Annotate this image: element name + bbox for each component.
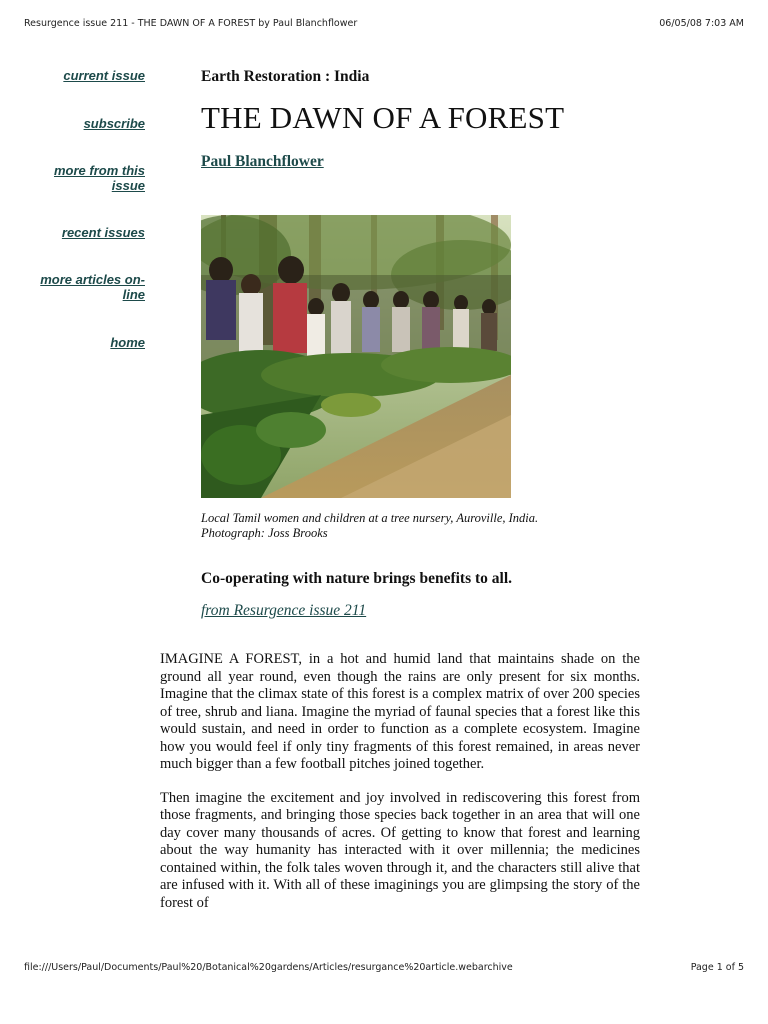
author-link[interactable]: Paul Blanchflower	[201, 153, 324, 170]
nav-link-recent-issues[interactable]: recent issues	[61, 225, 145, 240]
nav-link-home[interactable]: home	[110, 335, 145, 350]
source-issue-link[interactable]: from Resurgence issue 211	[201, 602, 367, 619]
print-datetime: 06/05/08 7:03 AM	[659, 18, 744, 29]
body-paragraph: IMAGINE A FOREST, in a hot and humid land that maintains shade on the ground all year round, even though the rains are only present for six months. Imagine that the climax state of this forest is a complex matrix of over 200 species of tree, shrub and liana. Imagine the myriad of faunal species that a forest like this would sustain, and need in order to function as a complete ecosystem. Imagine how you would feel if only tiny fragments of this forest remained, in areas never much bigger than a few football pitches joined together.	[160, 651, 640, 772]
caption-description: Local Tamil women and children at a tree nursery, Auroville, India.	[201, 511, 539, 525]
article-standfirst: Co-operating with nature brings benefits to all.	[201, 570, 513, 587]
nav-link-more-from-this-issue[interactable]: more from this issue	[53, 163, 145, 193]
print-page-number: Page 1 of 5	[690, 962, 744, 973]
caption-credit: Photograph: Joss Brooks	[201, 526, 328, 540]
photo-caption	[201, 511, 621, 541]
print-file-path: file:///Users/Paul/Documents/Paul%20/Botanical%20gardens/Articles/resurgance%20article.webarchive	[24, 962, 513, 973]
body-paragraph: Then imagine the excitement and joy involved in rediscovering this forest from those fragments, and bringing those species back together in an area that will one day cover many thousands of acres. Of getting to know that forest and learning about the way humanity has interacted with it over millennia; the medicines contained within, the folk tales woven through it, and the characters still alive that are infused with it. With all of these imaginings you are glimpsing the story of the forest of	[160, 789, 640, 911]
nav-link-more-articles-online[interactable]: more articles on-line	[40, 272, 145, 302]
nav-link-subscribe[interactable]: subscribe	[83, 116, 145, 131]
print-footer	[24, 962, 744, 976]
article-photo	[201, 215, 511, 498]
nav-link-current-issue[interactable]: current issue	[63, 68, 145, 83]
print-header	[24, 18, 744, 32]
article-kicker: Earth Restoration : India	[201, 68, 370, 85]
article-title: THE DAWN OF A FOREST	[201, 100, 565, 135]
article-body	[160, 651, 640, 928]
print-page-title: Resurgence issue 211 - THE DAWN OF A FOREST by Paul Blanchflower	[24, 18, 358, 29]
